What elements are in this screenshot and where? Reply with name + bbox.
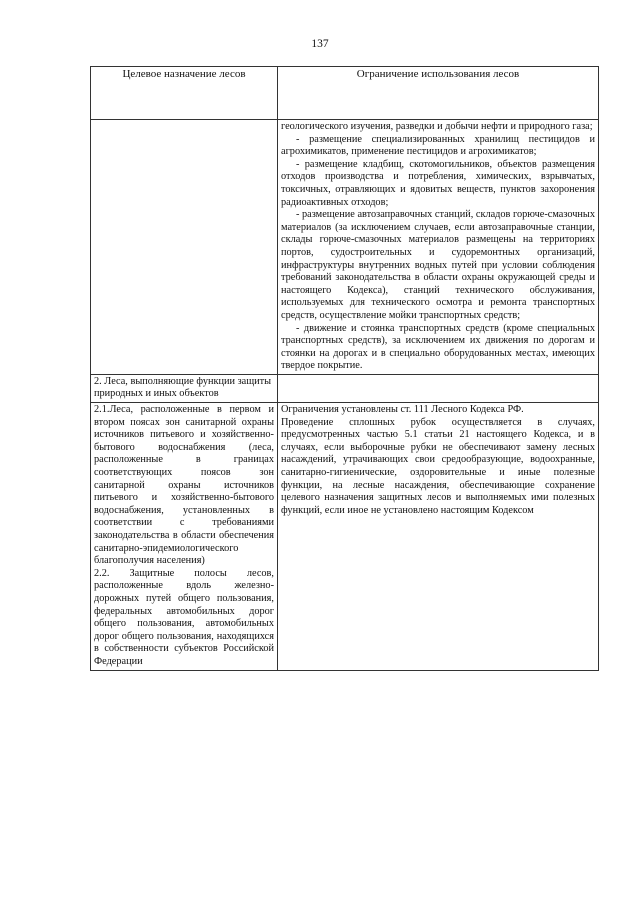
forest-restrictions-table	[90, 66, 599, 671]
table-cell-purpose-empty	[91, 120, 278, 375]
restriction-paragraph: Ограничения установлены ст. 111 Лесного Кодекса РФ.	[281, 404, 524, 416]
restriction-paragraph: - размещение специализированных хранилищ пестицидов и агрохимикатов, применение пестицидов и агрохимикатов;	[281, 133, 595, 158]
page-number: 137	[311, 38, 329, 50]
table-cell-restrictions-empty	[278, 374, 599, 402]
table-row	[91, 120, 599, 375]
table-cell-purpose: 2. Леса, выполняющие функции защиты природных и иных объектов	[91, 374, 278, 402]
restriction-paragraph: геологического изучения, разведки и добычи нефти и природного газа;	[281, 121, 593, 132]
table-cell-restrictions	[278, 403, 599, 670]
table-cell-purpose	[91, 403, 278, 670]
table-row	[91, 374, 599, 402]
restriction-paragraph: - размещение автозаправочных станций, складов горюче-смазочных материалов (за исключением случаев, если автозаправочные станции, склады горюче-смазочных материалов размещены на территориях портов, судостроительных и судоремонтных организаций, инфраструктуры внутренних водных путей при условии соблюдения требований законодательства в области охраны окружающей среды и настоящего Кодекса), станций технического обслуживания, используемых для технического осмотра и ремонта транспортных средств, осуществление мойки транспортных средств;	[281, 209, 595, 321]
table-header-row	[91, 67, 599, 120]
restriction-paragraph: - размещение кладбищ, скотомогильников, объектов размещения отходов производства и потребления, химических, взрывчатых, токсичных, отравляющих и ядовитых веществ, пунктов захоронения радиоактивных отходов;	[281, 158, 595, 208]
column-header-restrictions: Ограничение использования лесов	[278, 67, 599, 120]
restriction-paragraph: - движение и стоянка транспортных средств (кроме специальных транспортных средств), за исключением их движения по дорогам и стоянки на дорогах и в специально оборудованных местах, имеющих твердое покрытие.	[281, 322, 595, 372]
table-cell-restrictions	[278, 120, 599, 375]
purpose-paragraph: 2.1.Леса, расположенные в первом и втором поясах зон санитарной охраны источников питьевого и хозяйственно-бытового водоснабжения (леса, расположенные в границах соответствующих поясов зон санитарной охраны источников питьевого и хозяйственно-бытового водоснабжения, установленных в соответствии с требованиями законодательства в области обеспечения санитарно-эпидемиологического благополучия населения)	[94, 404, 274, 567]
column-header-purpose: Целевое назначение лесов	[91, 67, 278, 120]
purpose-paragraph: 2.2. Защитные полосы лесов, расположенные вдоль железно-дорожных путей общего пользования, федеральных автомобильных дорог общего пользования, автомобильных дорог общего пользования, находящихся в собственности субъектов Российской Федерации	[94, 567, 274, 667]
table-row	[91, 403, 599, 670]
restriction-paragraph: Проведение сплошных рубок осуществляется в случаях, предусмотренных частью 5.1 статьи 21 настоящего Кодекса, и в случаях, если выборочные рубки не обеспечивают замену лесных насаждений, утрачивающих свои средообразующие, водоохранные, санитарно-гигиенические, оздоровительные и иные полезные функции, на лесные насаждения, обеспечивающие сохранение целевого назначения защитных лесов и выполняемых ими полезных функций, если иное не установлено настоящим Кодексом	[281, 416, 595, 516]
